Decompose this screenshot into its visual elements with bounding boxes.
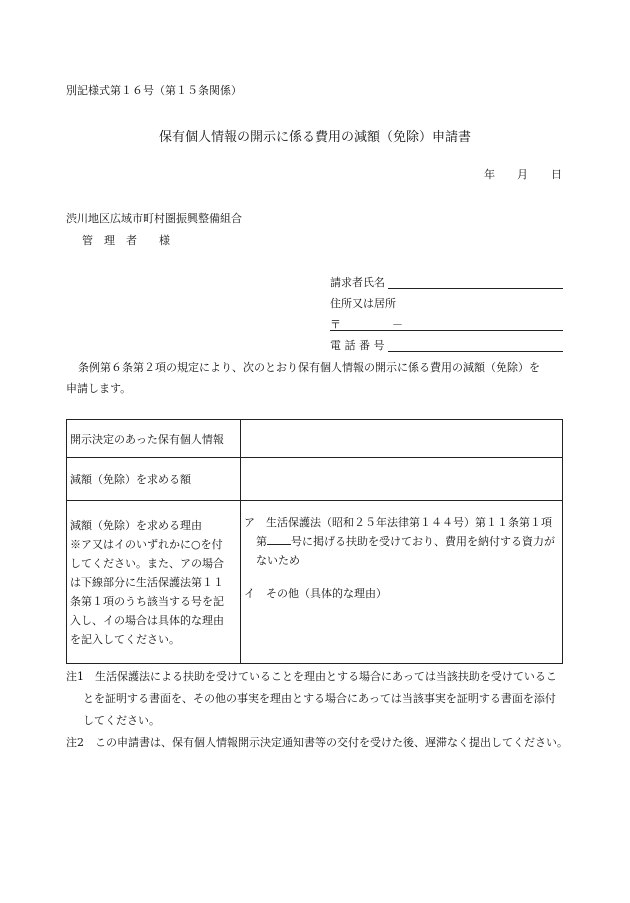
applicant-address-field[interactable] xyxy=(330,330,563,331)
reason-option-i: イ その他（具体的な理由） xyxy=(244,587,387,600)
date-month-label: 月 xyxy=(517,168,528,181)
intro-line-1: 条例第６条第２項の規定により、次のとおり保有個人情報の開示に係る費用の減額（免除）を xyxy=(78,361,540,374)
reason-option-a-line-3: ないため xyxy=(256,554,300,567)
applicant-phone-field[interactable] xyxy=(388,351,563,352)
date-year-label: 年 xyxy=(484,168,495,181)
applicant-phone-label: 電 話 番 号 xyxy=(330,339,385,352)
table-row xyxy=(67,458,563,501)
table-row xyxy=(67,420,563,458)
addressee-role: 管 理 者 様 xyxy=(82,234,170,247)
amount-field[interactable] xyxy=(241,458,563,501)
reason-option-a-line-2: 第 号に掲げる扶助を受けており、費用を納付する資力が xyxy=(244,532,560,551)
amount-label: 減額（免除）を求める額 xyxy=(67,458,241,501)
application-table xyxy=(66,419,563,664)
reason-field[interactable] xyxy=(241,501,563,664)
date-day-label: 日 xyxy=(551,168,562,181)
note-2: 注2 この申請書は、保有個人情報開示決定通知書等の交付を受けた後、遅滞なく提出してください。 xyxy=(66,736,568,749)
applicant-name-field[interactable] xyxy=(388,288,563,289)
postal-dash: － xyxy=(392,318,403,331)
note-1-line-1: 注1 生活保護法による扶助を受けていることを理由とする場合にあっては当該扶助を受けているこ xyxy=(66,670,557,683)
applicant-name-label: 請求者氏名 xyxy=(330,276,385,289)
note-1-line-3: してください。 xyxy=(83,714,160,727)
form-title: 保有個人情報の開示に係る費用の減額（免除）申請書 xyxy=(158,130,471,145)
disclosed-info-label: 開示決定のあった保有個人情報 xyxy=(67,420,241,458)
disclosed-info-field[interactable] xyxy=(241,420,563,458)
form-reference: 別記様式第１６号（第１５条関係） xyxy=(66,84,242,97)
addressee-organization: 渋川地区広域市町村圏振興整備組合 xyxy=(66,212,242,225)
reason-option-a-line-1: ア 生活保護法（昭和２５年法律第１４４号）第１１条第１項 xyxy=(244,516,552,529)
table-row xyxy=(67,501,563,664)
intro-line-2: 申請します。 xyxy=(66,382,132,395)
note-1-line-2: とを証明する書面を、その他の事実を理由とする場合にあっては当該事実を証明する書面を添付 xyxy=(83,692,556,705)
clause-number-blank[interactable] xyxy=(267,532,291,545)
reason-label: 減額（免除）を求める理由 ※ア又はイのいずれかに○を付 してください。また、アの場合 は下線部分に生活保護法第１１ 条第１項のうち該当する号を記 入し、イの場合は具体的な理由 を記入してください。 xyxy=(67,501,241,664)
postal-mark: 〒 xyxy=(330,318,341,331)
applicant-address-label: 住所又は居所 xyxy=(330,297,396,310)
